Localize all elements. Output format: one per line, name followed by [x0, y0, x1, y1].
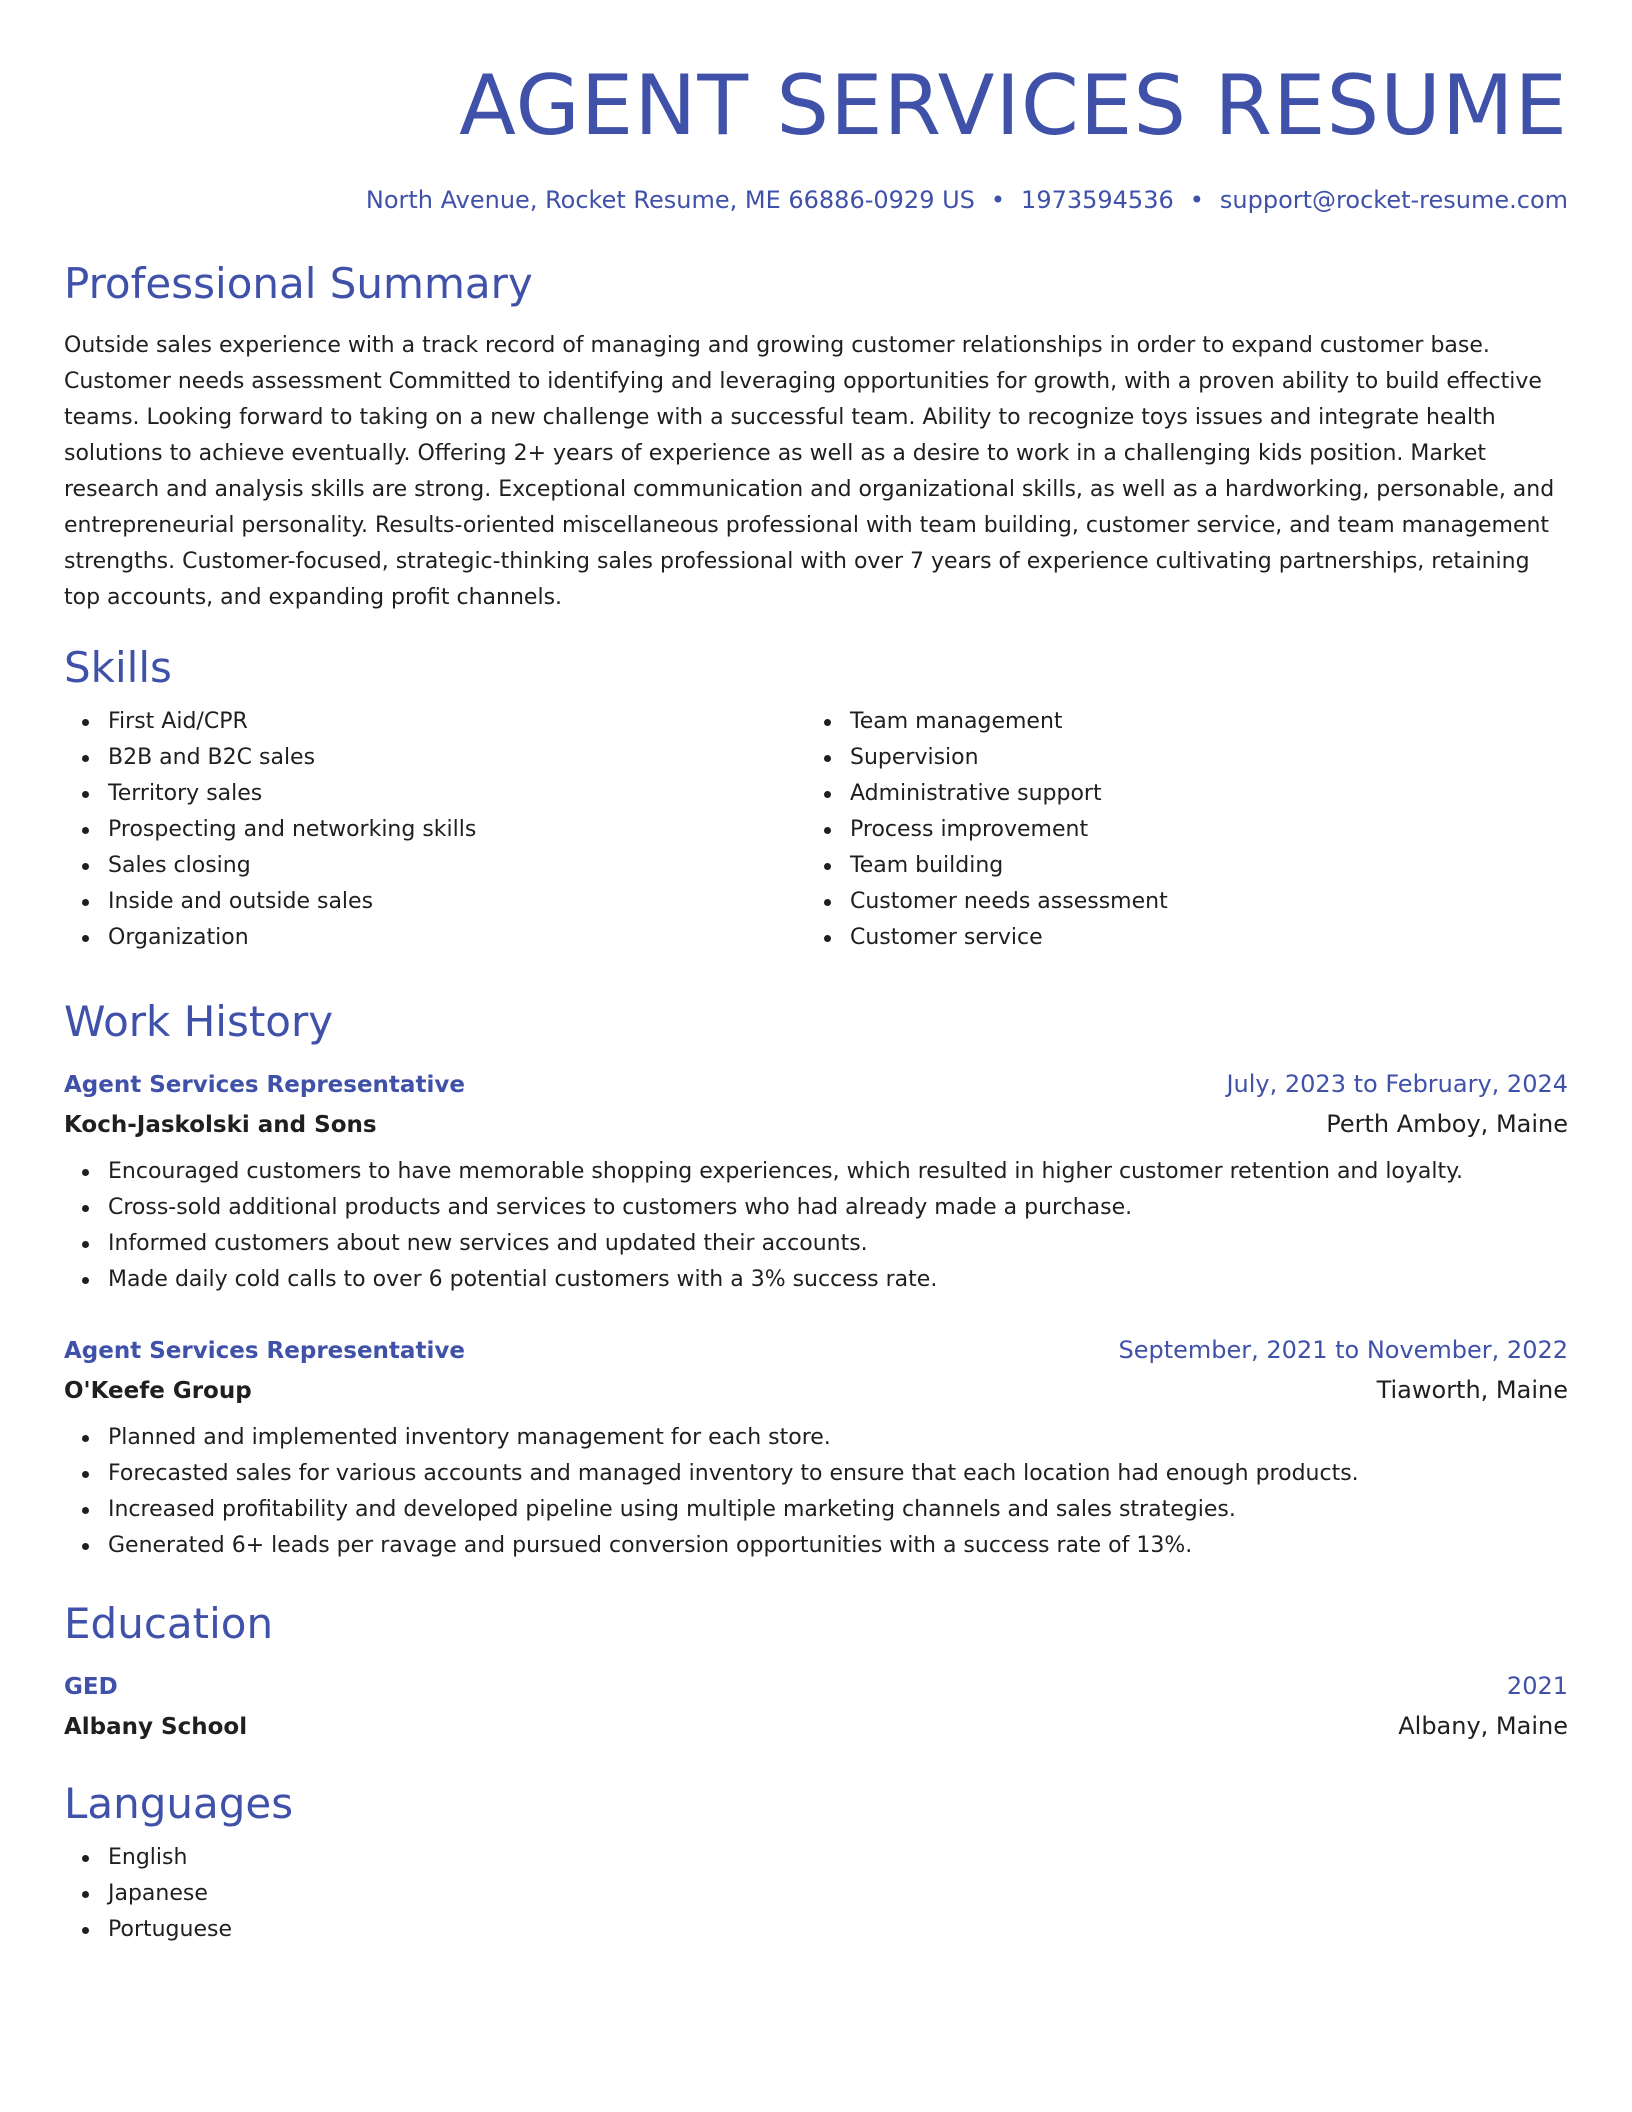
- skill-item: Prospecting and networking skills: [64, 812, 806, 848]
- language-item: English: [64, 1840, 1568, 1876]
- job-entry: [64, 1066, 1568, 1298]
- job-bullet: Encouraged customers to have memorable shopping experiences, which resulted in higher customer retention and loyalty.: [64, 1154, 1568, 1190]
- summary-text: Outside sales experience with a track record of managing and growing customer relationships in order to expand customer base. Customer needs assessment Committed to identifying and leveraging opportunities for growth, with a proven ability to build effective teams. Looking forward to taking on a new challenge with a successful team. Ability to recognize toys issues and integrate health solutions to achieve eventually. Offering 2+ years of experience as well as a desire to work in a challenging kids position. Market research and analysis skills are strong. Exceptional communication and organizational skills, as well as a hardworking, personable, and entrepreneurial personality. Results-oriented miscellaneous professional with team building, customer service, and team management strengths. Customer-focused, strategic-thinking sales professional with over 7 years of experience cultivating partnerships, retaining top accounts, and expanding profit channels.: [64, 333, 1555, 610]
- education-entry: [64, 1668, 1568, 1748]
- education-school: Albany School: [64, 1714, 248, 1740]
- education-degree: GED: [64, 1674, 118, 1700]
- skill-item: Administrative support: [806, 776, 1548, 812]
- language-item: Japanese: [64, 1876, 1568, 1912]
- skill-item: First Aid/CPR: [64, 704, 806, 740]
- job-entry: [64, 1332, 1568, 1564]
- contact-separator: •: [990, 186, 1006, 214]
- job-location: Perth Amboy, Maine: [1326, 1110, 1568, 1138]
- education-heading: Education: [64, 1599, 274, 1648]
- skills-grid: [64, 704, 1568, 956]
- resume-header: [64, 56, 1568, 216]
- skill-item: Customer needs assessment: [806, 884, 1548, 920]
- work-history-heading: Work History: [64, 997, 334, 1046]
- job-bullet: Informed customers about new services and updated their accounts.: [64, 1226, 1568, 1262]
- job-title-row: [64, 1332, 1568, 1369]
- skills-column-right: [806, 704, 1548, 956]
- job-bullet: Forecasted sales for various accounts and managed inventory to ensure that each location had enough products.: [64, 1456, 1568, 1492]
- education-degree-row: [64, 1668, 1568, 1705]
- job-bullet: Made daily cold calls to over 6 potential customers with a 3% success rate.: [64, 1262, 1568, 1298]
- skill-item: B2B and B2C sales: [64, 740, 806, 776]
- job-title-row: [64, 1066, 1568, 1103]
- job-company-row: [64, 1369, 1568, 1412]
- job-dates: September, 2021 to November, 2022: [1118, 1336, 1568, 1364]
- skill-item: Sales closing: [64, 848, 806, 884]
- job-bullet: Generated 6+ leads per ravage and pursued conversion opportunities with a success rate of 13%.: [64, 1528, 1568, 1564]
- job-title: Agent Services Representative: [64, 1338, 465, 1364]
- contact-separator: •: [1189, 186, 1204, 214]
- education-location: Albany, Maine: [1398, 1712, 1568, 1740]
- languages-list: [64, 1840, 1568, 1948]
- summary-heading: Professional Summary: [64, 259, 533, 308]
- contact-address: North Avenue, Rocket Resume, ME 66886-0929 US: [365, 186, 975, 214]
- job-bullet: Cross-sold additional products and services to customers who had already made a purchase.: [64, 1190, 1568, 1226]
- skills-column-left: [64, 704, 806, 956]
- skill-item: Team building: [806, 848, 1548, 884]
- skill-item: Process improvement: [806, 812, 1548, 848]
- skill-item: Inside and outside sales: [64, 884, 806, 920]
- skill-item: Organization: [64, 920, 806, 956]
- languages-heading: Languages: [64, 1779, 294, 1828]
- job-bullets: [64, 1154, 1568, 1298]
- job-location: Tiaworth, Maine: [1376, 1376, 1568, 1404]
- skill-item: Team management: [806, 704, 1548, 740]
- skill-item: Territory sales: [64, 776, 806, 812]
- job-company-row: [64, 1103, 1568, 1146]
- language-item: Portuguese: [64, 1912, 1568, 1948]
- skills-heading: Skills: [64, 643, 172, 692]
- education-year: 2021: [1506, 1672, 1568, 1700]
- job-company: O'Keefe Group: [64, 1378, 252, 1404]
- job-bullet: Increased profitability and developed pipeline using multiple marketing channels and sales strategies.: [64, 1492, 1568, 1528]
- job-company: Koch-Jaskolski and Sons: [64, 1112, 377, 1138]
- contact-email: support@rocket-resume.com: [1219, 186, 1568, 214]
- skill-item: Supervision: [806, 740, 1548, 776]
- resume-name: AGENT SERVICES RESUME: [459, 57, 1568, 154]
- job-dates: July, 2023 to February, 2024: [1226, 1070, 1568, 1098]
- job-title: Agent Services Representative: [64, 1072, 465, 1098]
- job-bullet: Planned and implemented inventory management for each store.: [64, 1420, 1568, 1456]
- contact-phone: 1973594536: [1021, 186, 1174, 214]
- skill-item: Customer service: [806, 920, 1548, 956]
- job-bullets: [64, 1420, 1568, 1564]
- contact-line: [64, 184, 1568, 216]
- education-school-row: [64, 1705, 1568, 1748]
